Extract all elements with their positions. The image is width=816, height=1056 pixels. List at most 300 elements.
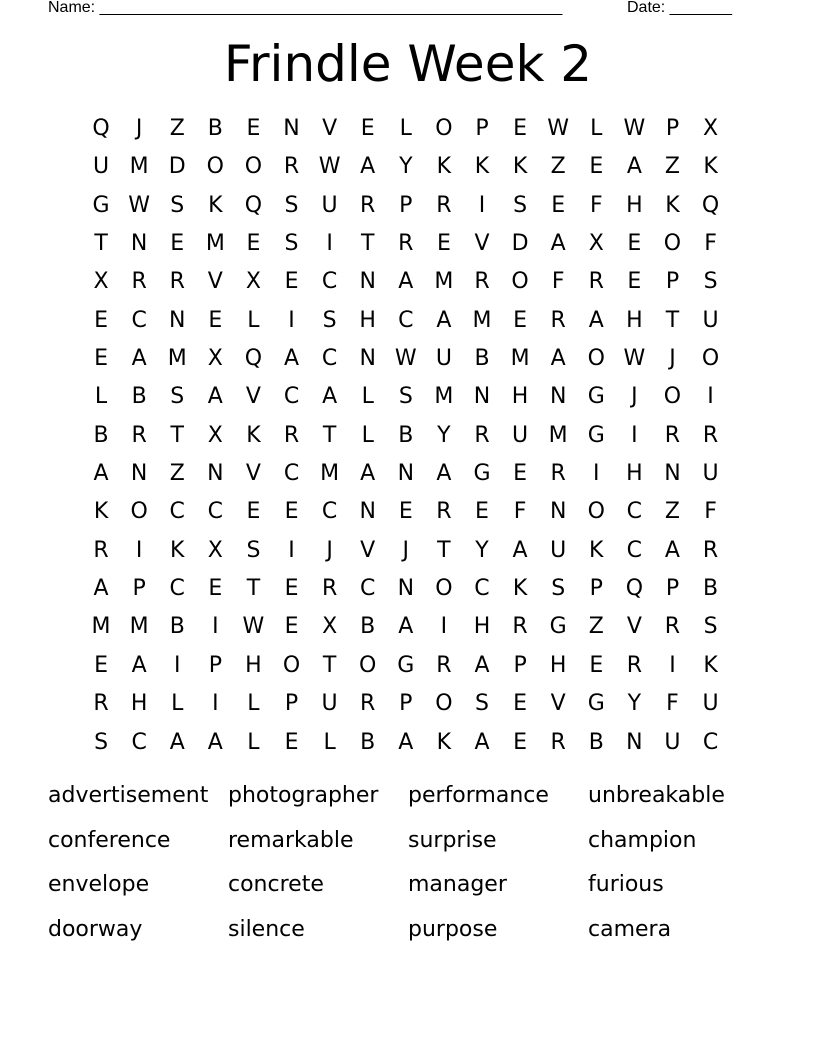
grid-letter: E bbox=[513, 461, 528, 487]
grid-letter: I bbox=[631, 422, 638, 448]
grid-letter: E bbox=[246, 499, 261, 525]
grid-letter: A bbox=[360, 461, 376, 487]
grid-letter: P bbox=[284, 691, 299, 717]
grid-letter: S bbox=[284, 192, 299, 218]
grid-letter: Q bbox=[244, 346, 263, 372]
grid-letter: C bbox=[321, 269, 338, 295]
letter-grid bbox=[82, 110, 730, 762]
grid-letter: N bbox=[130, 231, 148, 257]
grid-letter: R bbox=[550, 307, 566, 333]
grid-letter: R bbox=[588, 269, 604, 295]
grid-letter: O bbox=[282, 652, 301, 678]
grid-letter: R bbox=[360, 192, 376, 218]
grid-letter: W bbox=[242, 614, 265, 640]
word-list-item: unbreakable bbox=[588, 783, 725, 808]
grid-letter: S bbox=[703, 614, 718, 640]
grid-letter: C bbox=[626, 537, 643, 563]
grid-letter: R bbox=[474, 269, 490, 295]
grid-letter: M bbox=[205, 231, 225, 257]
word-list-item: conference bbox=[48, 827, 171, 853]
grid-letter: L bbox=[247, 691, 260, 717]
grid-letter: N bbox=[549, 384, 567, 410]
grid-letter: T bbox=[322, 652, 337, 678]
grid-letter: J bbox=[326, 537, 333, 563]
grid-letter: V bbox=[360, 537, 376, 563]
grid-letter: V bbox=[322, 116, 338, 141]
grid-letter: F bbox=[666, 691, 679, 717]
grid-letter: S bbox=[322, 307, 337, 333]
grid-letter: E bbox=[513, 691, 528, 717]
grid-letter: S bbox=[246, 537, 261, 563]
grid-letter: X bbox=[207, 422, 223, 448]
grid-letter: A bbox=[512, 537, 528, 563]
grid-letter: U bbox=[435, 346, 452, 372]
grid-letter: C bbox=[169, 576, 185, 602]
grid-letter: G bbox=[549, 614, 567, 640]
grid-letter: L bbox=[399, 116, 412, 141]
grid-letter: A bbox=[474, 652, 490, 678]
grid-letter: E bbox=[208, 307, 223, 333]
grid-letter: E bbox=[284, 576, 299, 602]
grid-letter: O bbox=[511, 269, 529, 295]
grid-letter: K bbox=[436, 729, 452, 755]
grid-letter: R bbox=[283, 422, 300, 448]
grid-letter: R bbox=[131, 269, 147, 295]
grid-letter: B bbox=[360, 614, 376, 640]
grid-letter: U bbox=[512, 422, 529, 448]
grid-letter: P bbox=[475, 116, 489, 141]
grid-letter: W bbox=[623, 346, 646, 372]
grid-letter: F bbox=[589, 192, 603, 218]
grid-letter: P bbox=[399, 192, 413, 218]
grid-letter: R bbox=[626, 652, 642, 678]
grid-letter: E bbox=[513, 307, 528, 333]
grid-letter: D bbox=[168, 154, 186, 180]
grid-letter: M bbox=[472, 307, 492, 333]
grid-letter: R bbox=[702, 422, 719, 448]
grid-letter: C bbox=[626, 499, 643, 525]
grid-letter: T bbox=[360, 231, 375, 257]
grid-letter: K bbox=[436, 154, 452, 180]
word-list bbox=[48, 777, 768, 956]
grid-letter: I bbox=[478, 192, 486, 218]
grid-letter: K bbox=[589, 537, 604, 563]
grid-letter: N bbox=[359, 269, 376, 295]
grid-letter: R bbox=[550, 461, 566, 487]
word-list-item: photographer bbox=[228, 783, 379, 808]
grid-letter: C bbox=[321, 346, 338, 372]
grid-letter: Z bbox=[664, 499, 680, 525]
grid-letter: M bbox=[91, 614, 111, 640]
grid-letter: C bbox=[360, 576, 376, 602]
grid-letter: T bbox=[94, 231, 108, 257]
grid-letter: V bbox=[474, 231, 490, 257]
grid-letter: P bbox=[665, 116, 680, 141]
grid-letter: I bbox=[288, 307, 295, 333]
grid-letter: C bbox=[131, 729, 147, 755]
grid-letter: P bbox=[208, 652, 222, 678]
grid-letter: Q bbox=[92, 116, 110, 141]
grid-letter: J bbox=[669, 346, 676, 372]
grid-letter: R bbox=[360, 691, 376, 717]
grid-letter: E bbox=[246, 231, 261, 257]
grid-letter: C bbox=[474, 576, 490, 602]
grid-letter: E bbox=[170, 231, 185, 257]
grid-letter: E bbox=[513, 116, 528, 141]
grid-letter: N bbox=[397, 461, 415, 487]
grid-letter: M bbox=[434, 384, 454, 410]
grid-letter: W bbox=[318, 154, 341, 180]
grid-letter: A bbox=[169, 729, 185, 755]
grid-letter: G bbox=[587, 384, 605, 410]
grid-letter: N bbox=[549, 499, 567, 525]
grid-letter: S bbox=[284, 231, 299, 257]
grid-letter: R bbox=[474, 422, 490, 448]
grid-letter: Z bbox=[169, 461, 185, 487]
grid-letter: S bbox=[551, 576, 566, 602]
header-line bbox=[48, 0, 748, 18]
grid-letter: M bbox=[167, 346, 187, 372]
grid-letter: N bbox=[130, 461, 148, 487]
grid-letter: P bbox=[665, 269, 680, 295]
grid-letter: A bbox=[436, 461, 452, 487]
grid-letter: R bbox=[436, 192, 452, 218]
grid-letter: R bbox=[550, 729, 566, 755]
grid-letter: Y bbox=[399, 154, 413, 180]
grid-letter: F bbox=[513, 499, 527, 525]
grid-letter: E bbox=[284, 499, 299, 525]
grid-letter: T bbox=[665, 307, 680, 333]
grid-letter: E bbox=[475, 499, 489, 525]
grid-letter: Q bbox=[244, 192, 263, 218]
grid-letter: G bbox=[92, 192, 110, 218]
grid-letter: O bbox=[435, 691, 453, 717]
grid-letter: G bbox=[397, 652, 415, 678]
grid-letter: W bbox=[547, 116, 570, 141]
grid-letter: L bbox=[323, 729, 336, 755]
grid-letter: A bbox=[398, 614, 414, 640]
grid-letter: R bbox=[93, 691, 109, 717]
word-list-item: envelope bbox=[48, 872, 150, 898]
grid-letter: E bbox=[284, 614, 299, 640]
grid-letter: F bbox=[704, 499, 717, 525]
grid-letter: O bbox=[587, 346, 605, 372]
grid-letter: K bbox=[208, 192, 223, 218]
grid-letter: F bbox=[704, 231, 717, 257]
grid-letter: U bbox=[321, 691, 338, 717]
grid-letter: U bbox=[702, 461, 719, 487]
grid-letter: J bbox=[631, 384, 638, 410]
grid-letter: L bbox=[171, 691, 184, 717]
grid-letter: C bbox=[207, 499, 224, 525]
grid-letter: A bbox=[436, 307, 452, 333]
grid-letter: V bbox=[245, 461, 261, 487]
word-list-item: surprise bbox=[408, 827, 497, 853]
grid-letter: D bbox=[511, 231, 529, 257]
grid-letter: K bbox=[512, 154, 528, 180]
grid-letter: N bbox=[359, 499, 376, 525]
grid-letter: H bbox=[549, 652, 567, 678]
grid-letter: U bbox=[321, 192, 338, 218]
grid-letter: H bbox=[245, 652, 262, 678]
grid-letter: A bbox=[131, 346, 147, 372]
grid-letter: R bbox=[436, 652, 452, 678]
grid-letter: L bbox=[361, 422, 374, 448]
grid-letter: C bbox=[398, 307, 414, 333]
grid-letter: S bbox=[475, 691, 489, 717]
grid-letter: J bbox=[135, 116, 143, 141]
grid-letter: C bbox=[283, 461, 300, 487]
grid-letter: O bbox=[663, 231, 682, 257]
grid-letter: K bbox=[93, 499, 109, 525]
grid-letter: H bbox=[359, 307, 376, 333]
grid-letter: A bbox=[398, 729, 414, 755]
grid-letter: X bbox=[245, 269, 261, 295]
grid-letter: R bbox=[398, 231, 414, 257]
grid-letter: K bbox=[474, 154, 490, 180]
grid-letter: N bbox=[397, 576, 415, 602]
grid-letter: F bbox=[551, 269, 565, 295]
grid-letter: I bbox=[288, 537, 295, 563]
grid-letter: S bbox=[170, 384, 185, 410]
grid-letter: E bbox=[627, 269, 642, 295]
grid-letter: R bbox=[664, 422, 681, 448]
grid-letter: I bbox=[440, 614, 448, 640]
grid-letter: E bbox=[246, 116, 261, 141]
grid-letter: E bbox=[360, 116, 375, 141]
page-title: Frindle Week 2 bbox=[223, 35, 593, 93]
grid-letter: Y bbox=[437, 422, 451, 448]
grid-letter: I bbox=[669, 652, 676, 678]
date-field-label: Date: _______ bbox=[627, 0, 732, 16]
word-list-item: purpose bbox=[408, 917, 498, 943]
grid-letter: A bbox=[550, 231, 566, 257]
grid-letter: R bbox=[436, 499, 452, 525]
grid-letter: U bbox=[702, 691, 719, 717]
grid-letter: A bbox=[131, 652, 147, 678]
grid-letter: R bbox=[283, 154, 300, 180]
grid-letter: O bbox=[663, 384, 682, 410]
grid-letter: A bbox=[207, 729, 223, 755]
grid-letter: B bbox=[207, 116, 223, 141]
grid-letter: A bbox=[664, 537, 680, 563]
grid-letter: P bbox=[589, 576, 603, 602]
grid-letter: P bbox=[399, 691, 413, 717]
grid-letter: E bbox=[208, 576, 223, 602]
grid-letter: O bbox=[701, 346, 720, 372]
grid-letter: K bbox=[703, 652, 718, 678]
grid-letter: Z bbox=[664, 154, 680, 180]
grid-letter: O bbox=[359, 652, 377, 678]
word-list-item: champion bbox=[588, 827, 697, 853]
grid-letter: H bbox=[511, 384, 529, 410]
grid-letter: I bbox=[212, 691, 219, 717]
word-list-item: camera bbox=[588, 917, 672, 943]
grid-letter: R bbox=[169, 269, 185, 295]
grid-letter: A bbox=[626, 154, 642, 180]
grid-letter: K bbox=[703, 154, 718, 180]
grid-letter: A bbox=[93, 576, 109, 602]
word-list-item: concrete bbox=[228, 872, 324, 898]
grid-letter: L bbox=[247, 729, 260, 755]
grid-letter: X bbox=[93, 269, 109, 295]
grid-letter: Q bbox=[625, 576, 644, 602]
word-list-item: doorway bbox=[48, 917, 143, 943]
grid-letter: A bbox=[93, 461, 109, 487]
grid-letter: S bbox=[94, 729, 109, 755]
grid-letter: B bbox=[360, 729, 376, 755]
grid-letter: A bbox=[588, 307, 604, 333]
grid-letter: O bbox=[130, 499, 148, 525]
grid-letter: O bbox=[587, 499, 605, 525]
grid-letter: U bbox=[550, 537, 567, 563]
grid-letter: Y bbox=[627, 691, 642, 717]
grid-letter: I bbox=[326, 231, 333, 257]
grid-letter: L bbox=[247, 307, 260, 333]
grid-letter: N bbox=[283, 116, 300, 141]
grid-letter: C bbox=[702, 729, 719, 755]
grid-letter: H bbox=[130, 691, 148, 717]
grid-letter: M bbox=[129, 614, 149, 640]
grid-letter: U bbox=[702, 307, 719, 333]
grid-letter: S bbox=[703, 269, 718, 295]
grid-letter: R bbox=[512, 614, 528, 640]
grid-letter: N bbox=[359, 346, 376, 372]
grid-letter: O bbox=[206, 154, 224, 180]
grid-letter: U bbox=[664, 729, 681, 755]
grid-letter: H bbox=[626, 461, 643, 487]
grid-letter: I bbox=[707, 384, 714, 410]
grid-letter: E bbox=[94, 346, 108, 372]
grid-letter: U bbox=[92, 154, 110, 180]
grid-letter: R bbox=[321, 576, 338, 602]
grid-letter: E bbox=[284, 269, 299, 295]
grid-letter: L bbox=[94, 384, 108, 410]
grid-letter: A bbox=[550, 346, 566, 372]
grid-letter: H bbox=[626, 192, 643, 218]
grid-letter: Y bbox=[475, 537, 489, 563]
grid-letter: I bbox=[593, 461, 600, 487]
grid-letter: B bbox=[169, 614, 185, 640]
grid-letter: B bbox=[588, 729, 604, 755]
grid-letter: W bbox=[394, 346, 417, 372]
grid-letter: H bbox=[473, 614, 491, 640]
grid-letter: E bbox=[284, 729, 299, 755]
grid-letter: X bbox=[703, 116, 719, 141]
grid-letter: I bbox=[173, 652, 181, 678]
grid-letter: Z bbox=[550, 154, 566, 180]
grid-letter: A bbox=[283, 346, 300, 372]
grid-letter: V bbox=[245, 384, 261, 410]
grid-letter: X bbox=[207, 537, 223, 563]
grid-letter: B bbox=[93, 422, 109, 448]
grid-letter: E bbox=[551, 192, 566, 218]
grid-letter: R bbox=[131, 422, 147, 448]
grid-letter: P bbox=[513, 652, 527, 678]
grid-letter: E bbox=[94, 307, 108, 333]
grid-letter: V bbox=[626, 614, 642, 640]
grid-letter: A bbox=[360, 154, 376, 180]
grid-letter: Q bbox=[701, 192, 720, 218]
grid-letter: O bbox=[435, 116, 453, 141]
grid-letter: T bbox=[437, 537, 451, 563]
word-list-item: performance bbox=[408, 783, 549, 808]
grid-letter: G bbox=[587, 422, 605, 448]
grid-letter: Z bbox=[169, 116, 185, 141]
grid-letter: G bbox=[587, 691, 605, 717]
grid-letter: N bbox=[473, 384, 491, 410]
grid-letter: E bbox=[398, 499, 413, 525]
grid-letter: G bbox=[473, 461, 491, 487]
word-list-item: silence bbox=[228, 917, 305, 943]
grid-letter: N bbox=[207, 461, 224, 487]
grid-letter: V bbox=[207, 269, 223, 295]
grid-letter: R bbox=[664, 614, 681, 640]
grid-letter: B bbox=[398, 422, 414, 448]
grid-letter: T bbox=[246, 576, 261, 602]
grid-letter: S bbox=[398, 384, 413, 410]
grid-letter: I bbox=[212, 614, 219, 640]
word-list-item: remarkable bbox=[228, 827, 354, 853]
grid-letter: M bbox=[434, 269, 454, 295]
grid-letter: Z bbox=[588, 614, 604, 640]
grid-letter: E bbox=[589, 652, 604, 678]
grid-letter: A bbox=[207, 384, 223, 410]
word-list-item: furious bbox=[588, 872, 664, 898]
word-list-item: advertisement bbox=[48, 783, 209, 808]
grid-letter: P bbox=[132, 576, 146, 602]
grid-letter: M bbox=[320, 461, 340, 487]
grid-letter: X bbox=[322, 614, 338, 640]
grid-letter: E bbox=[94, 652, 108, 678]
grid-letter: P bbox=[665, 576, 680, 602]
grid-letter: J bbox=[402, 537, 410, 563]
name-field-label: Name: ____________________________________________________ bbox=[48, 0, 563, 16]
grid-letter: K bbox=[512, 576, 528, 602]
grid-letter: A bbox=[322, 384, 338, 410]
grid-letter: W bbox=[128, 192, 151, 218]
grid-letter: A bbox=[474, 729, 490, 755]
grid-letter: C bbox=[283, 384, 300, 410]
grid-letter: B bbox=[131, 384, 147, 410]
grid-letter: R bbox=[702, 537, 719, 563]
grid-letter: M bbox=[548, 422, 568, 448]
grid-letter: H bbox=[626, 307, 643, 333]
grid-letter: N bbox=[626, 729, 643, 755]
grid-letter: L bbox=[590, 116, 603, 141]
grid-letter: M bbox=[129, 154, 149, 180]
grid-letter: E bbox=[513, 729, 528, 755]
grid-letter: O bbox=[435, 576, 453, 602]
grid-letter: X bbox=[588, 231, 604, 257]
grid-letter: T bbox=[170, 422, 184, 448]
grid-letter: C bbox=[131, 307, 147, 333]
grid-letter: C bbox=[321, 499, 338, 525]
grid-letter: R bbox=[93, 537, 109, 563]
grid-letter: W bbox=[623, 116, 646, 141]
grid-letter: S bbox=[170, 192, 185, 218]
grid-letter: I bbox=[135, 537, 143, 563]
grid-letter: K bbox=[246, 422, 261, 448]
grid-letter: T bbox=[322, 422, 337, 448]
grid-letter: E bbox=[436, 231, 451, 257]
grid-letter: E bbox=[589, 154, 604, 180]
grid-letter: A bbox=[398, 269, 414, 295]
grid-letter: B bbox=[474, 346, 490, 372]
grid-letter: X bbox=[207, 346, 223, 372]
grid-letter: K bbox=[170, 537, 185, 563]
grid-letter: K bbox=[665, 192, 680, 218]
